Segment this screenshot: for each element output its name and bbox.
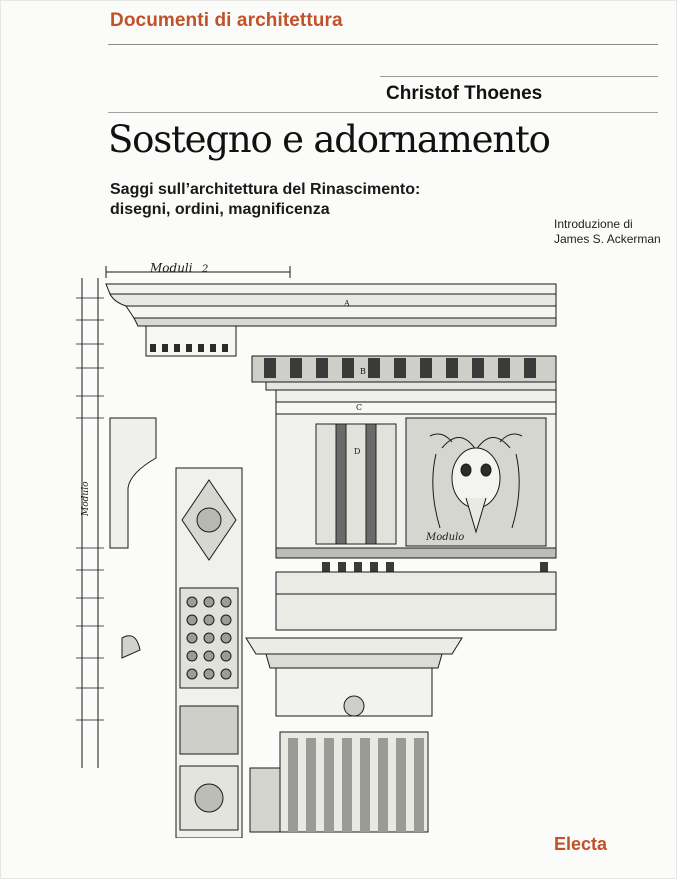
label-letter-d: D [354, 447, 361, 456]
title-rule [108, 112, 658, 113]
rosette-panel [180, 706, 238, 754]
book-title: Sostegno e adornamento [108, 118, 550, 161]
label-letter-c: C [356, 403, 363, 412]
subtitle-line-1: Saggi sull’architettura del Rinascimento: [110, 181, 421, 198]
triglyph [316, 424, 396, 544]
introduction-label: Introduzione di [554, 217, 633, 231]
top-rule [108, 44, 658, 45]
cornice-top [106, 284, 556, 294]
series-title: Documenti di architettura [110, 10, 343, 31]
capital-abacus [246, 638, 462, 654]
profile-molding [110, 418, 156, 548]
label-moduli: Moduli [150, 261, 193, 275]
architectural-engraving [70, 258, 570, 838]
book-subtitle [110, 180, 420, 220]
label-modulo-frieze: Modulo [426, 532, 465, 543]
label-letter-a: A [344, 299, 350, 308]
author-rule [380, 76, 658, 77]
author-name: Christof Thoenes [386, 83, 543, 104]
introduction-credit [554, 217, 661, 247]
label-modulo-side: Modulo [81, 481, 91, 516]
subtitle-line-2: disegni, ordini, magnificenza [110, 201, 330, 218]
architrave [276, 572, 556, 630]
label-letter-b: B [360, 367, 366, 376]
label-moduli-num: 2 [202, 264, 209, 275]
publisher-logo: Electa [554, 834, 608, 854]
introduction-author: James S. Ackerman [554, 232, 661, 246]
